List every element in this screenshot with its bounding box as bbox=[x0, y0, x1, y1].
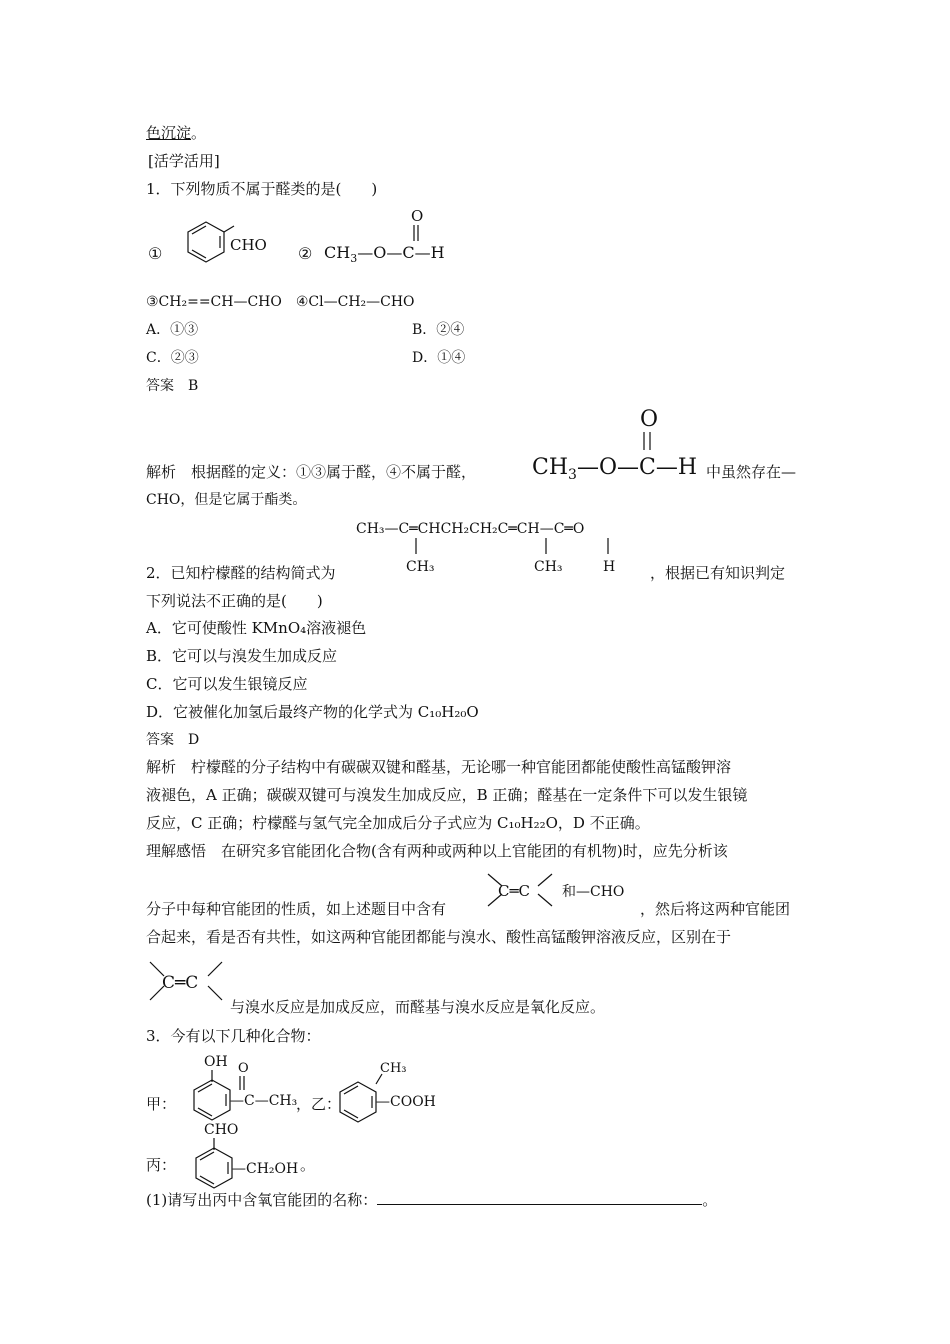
svg-text:CH₃—C═CHCH₂CH₂C═CH—C═O: CH₃—C═CHCH₂CH₂C═CH—C═O bbox=[356, 521, 585, 537]
q2-answer: 答案 D bbox=[146, 732, 200, 748]
q2-analysis-1: 解析 柠檬醛的分子结构中有碳碳双键和醛基，无论哪一种官能团都能使酸性高锰酸钾溶 bbox=[146, 758, 732, 776]
svg-text:O: O bbox=[411, 207, 424, 225]
compound-bing-structure bbox=[174, 1118, 324, 1188]
alkene-group-structure-2 bbox=[146, 958, 226, 1008]
continued-text: 色沉淀。 bbox=[146, 124, 207, 142]
q3-jia-label: 甲： bbox=[146, 1095, 177, 1113]
q1-option-b: B．②④ bbox=[412, 322, 465, 338]
section-heading: [活学活用] bbox=[148, 152, 220, 170]
q1-items-3-4: ③CH₂==CH—CHO ④Cl—CH₂—CHO bbox=[146, 294, 415, 310]
svg-text:—COOH: —COOH bbox=[376, 1094, 436, 1110]
q1-analysis-b: 中虽然存在— bbox=[706, 463, 797, 481]
svg-text:CHO: CHO bbox=[204, 1122, 239, 1138]
svg-text:O: O bbox=[640, 407, 659, 432]
q3-stem: 3．今有以下几种化合物： bbox=[146, 1027, 321, 1045]
q1-option-a: A．①③ bbox=[146, 322, 199, 338]
q2-option-a: A．它可使酸性 KMnO₄溶液褪色 bbox=[146, 619, 367, 637]
q2-analysis-2: 液褪色，A 正确；碳碳双键可与溴发生加成反应，B 正确；醛基在一定条件下可以发生银镜 bbox=[146, 786, 748, 804]
svg-text:H: H bbox=[603, 559, 616, 575]
q2-option-b: B．它可以与溴发生加成反应 bbox=[146, 647, 338, 665]
svg-text:CH₃: CH₃ bbox=[406, 559, 435, 575]
svg-text:O: O bbox=[238, 1061, 249, 1076]
svg-text:—C—CH₃: —C—CH₃ bbox=[230, 1093, 298, 1109]
q2-stem-a: 2．已知柠檬醛的结构简式为 bbox=[146, 564, 336, 582]
q2-stem-b: ，根据已有知识判定 bbox=[650, 564, 786, 582]
svg-text:C═C: C═C bbox=[162, 973, 199, 993]
svg-text:OH: OH bbox=[204, 1054, 228, 1070]
q2-option-c: C．它可以发生银镜反应 bbox=[146, 675, 308, 693]
q3-bing-end: 。 bbox=[300, 1156, 316, 1174]
svg-text:CH3—O—C—H: $CH_3—O—C—H$ bbox=[324, 243, 445, 265]
svg-text:C═C: C═C bbox=[498, 882, 530, 900]
compound-yi-structure bbox=[330, 1052, 470, 1122]
q2-insight-1: 理解感悟 在研究多官能团化合物(含有两种或两种以上官能团的有机物)时，应先分析该 bbox=[146, 842, 728, 860]
svg-text:CH₃: CH₃ bbox=[534, 559, 563, 575]
svg-text:—CH₂OH: —CH₂OH bbox=[232, 1161, 299, 1177]
q2-insight-2b: ，然后将这两种官能团 bbox=[640, 900, 791, 918]
svg-text:CH₃: CH₃ bbox=[380, 1061, 407, 1076]
q2-option-d: D．它被催化加氢后最终产物的化学式为 C₁₀H₂₀O bbox=[146, 703, 479, 721]
citral-structure bbox=[356, 516, 656, 578]
q2-insight-3: 合起来，看是否有共性，如这两种官能团都能与溴水、酸性高锰酸钾溶液反应，区别在于 bbox=[146, 928, 732, 946]
q2-stem-c: 下列说法不正确的是( ) bbox=[146, 592, 323, 610]
cho-group: CHO bbox=[230, 236, 267, 254]
svg-text:和—CHO: 和—CHO bbox=[562, 884, 625, 900]
q1-option-d: D．①④ bbox=[412, 350, 466, 366]
q2-analysis-3: 反应，C 正确；柠檬醛与氢气完全加成后分子式应为 C₁₀H₂₂O，D 不正确。 bbox=[146, 814, 650, 832]
q1-label-2: ② bbox=[298, 244, 313, 263]
q3-yi-label: ，乙： bbox=[296, 1095, 342, 1113]
q3-bing-label: 丙： bbox=[146, 1156, 177, 1174]
alkene-group-structure bbox=[484, 870, 644, 920]
ester-structure bbox=[530, 404, 700, 484]
svg-text:CH3—O—C—H: $CH_3—O—C—H$ bbox=[532, 455, 698, 483]
q3-sub1: (1)请写出丙中含氧官能团的名称： 。 bbox=[146, 1191, 718, 1209]
q1-stem: 1．下列物质不属于醛类的是( ) bbox=[146, 180, 378, 198]
methyl-formate-structure bbox=[322, 205, 472, 265]
q1-analysis-c: CHO，但是它属于酯类。 bbox=[146, 492, 307, 508]
q1-analysis-a: 解析 根据醛的定义：①③属于醛，④不属于醛， bbox=[146, 463, 477, 481]
q2-insight-4: 与溴水反应是加成反应，而醛基与溴水反应是氧化反应。 bbox=[230, 998, 606, 1016]
benzaldehyde-structure bbox=[168, 218, 278, 288]
q1-answer: 答案 B bbox=[146, 378, 199, 394]
q1-label-1: ① bbox=[148, 244, 163, 263]
q1-option-c: C．②③ bbox=[146, 350, 199, 366]
answer-blank[interactable] bbox=[377, 1190, 702, 1205]
q2-insight-2a: 分子中每种官能团的性质，如上述题目中含有 bbox=[146, 900, 447, 918]
